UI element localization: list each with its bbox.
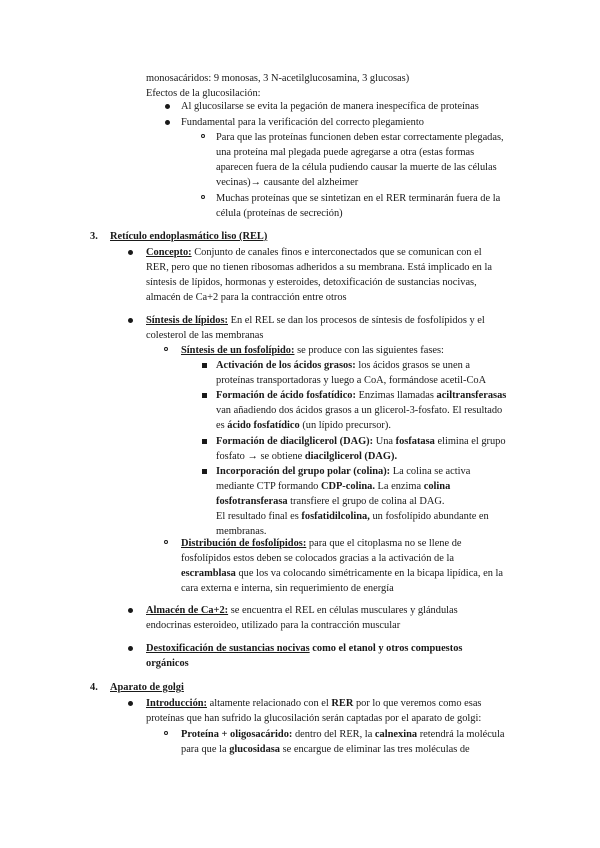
step-line: proteínas transportadoras y luego a CoA, formándose acetil-CoA xyxy=(216,375,487,386)
detox-line: orgánicos xyxy=(146,658,189,669)
enzyme-name: colina xyxy=(423,481,451,492)
enzyme-name: escramblasa xyxy=(181,568,236,579)
proteina-line xyxy=(181,742,470,757)
distribucion-label: Distribución de fosfolípidos: xyxy=(181,538,307,549)
bullet-dot xyxy=(128,646,133,651)
sintesis-line: colesterol de las membranas xyxy=(146,330,264,341)
distribucion-line: cara externa e interna, sin requerimiento de energía xyxy=(181,583,394,594)
almacen-line xyxy=(146,603,458,618)
step-line xyxy=(216,479,450,494)
effect-bullet-2: Fundamental para la verificación del correcto plegamiento xyxy=(181,117,424,128)
fosfolipido-line xyxy=(181,343,444,358)
organelle-name: RER xyxy=(331,698,354,709)
concepto-line: almacén de Ca+2 para la contracción entre otros xyxy=(146,292,347,303)
sub-line: Muchas proteínas que se sintetizan en el RER terminarán fuera de la xyxy=(216,193,501,204)
golgi-intro-line xyxy=(146,696,481,711)
bullet-square xyxy=(202,363,207,368)
distribucion-line: fosfolípidos estos deben se colocados gracias a la activación de la xyxy=(181,553,454,564)
step-line xyxy=(216,388,506,403)
bullet-square xyxy=(202,439,207,444)
detox-text: como el etanol y otros compuestos xyxy=(312,643,463,654)
intro-line: monosacáridos: 9 monosas, 3 N-acetilglucosamina, 3 glucosas) xyxy=(146,73,410,84)
step-label: Formación de ácido fosfatídico: xyxy=(216,390,356,401)
fosfolipido-text: se produce con las siguientes fases: xyxy=(297,345,444,356)
step-line xyxy=(216,434,506,449)
step-text: Una xyxy=(375,436,393,447)
bullet-dot xyxy=(165,120,170,125)
concepto-line: RER, pero que no tienen ribosomas adheridos a su membrana. Está implicado en la xyxy=(146,262,492,273)
enzyme-name: fosfatasa xyxy=(395,436,435,447)
bullet-dot xyxy=(128,701,133,706)
concepto-label: Concepto: xyxy=(146,247,192,258)
product-name: diacilglicerol (DAG). xyxy=(304,451,398,462)
concepto-line xyxy=(146,245,482,260)
protein-name: calnexina xyxy=(374,729,418,740)
sintesis-text: En el REL se dan los procesos de síntesis de fosfolípidos y el xyxy=(230,315,485,326)
effects-title: Efectos de la glucosilación: xyxy=(146,88,261,99)
detox-label: Destoxificación de sustancias nocivas xyxy=(146,643,310,654)
section-title: Retículo endoplasmático liso (REL) xyxy=(110,231,268,242)
section-number: 4. xyxy=(90,682,98,693)
step-text: es xyxy=(216,420,225,431)
step-text: El resultado final es xyxy=(216,511,299,522)
sub-line: Para que las proteínas funcionen deben estar correctamente plegadas, xyxy=(216,132,504,143)
product-name: fosfatidilcolina, xyxy=(301,511,370,522)
sub-line: vecinas)→ causante del alzheimer xyxy=(216,177,359,188)
detox-line xyxy=(146,641,462,656)
product-name: ácido fosfatídico xyxy=(227,420,300,431)
section-title: Aparato de golgi xyxy=(110,682,184,693)
golgi-intro-text: por lo que veremos como esas xyxy=(355,698,482,709)
concepto-text: Conjunto de canales finos e interconectados que se comunican con el xyxy=(194,247,482,258)
step-text: La colina se activa xyxy=(392,466,471,477)
fosfolipido-label: Síntesis de un fosfolípido: xyxy=(181,345,295,356)
sub-line: aparecen fuera de la célula pudiendo causar la muerte de las células xyxy=(216,162,497,173)
bullet-ring xyxy=(164,347,168,351)
step-line xyxy=(216,358,470,373)
golgi-intro-label: Introducción: xyxy=(146,698,208,709)
enzyme-name: aciltransferasas xyxy=(436,390,507,401)
distribucion-text: para que el citoplasma no se llene de xyxy=(308,538,462,549)
bullet-square xyxy=(202,393,207,398)
concepto-line: síntesis de lípidos, hormonas y esteroides, detoxificación de sustancias nocivas, xyxy=(146,277,477,288)
proteina-text: retendrá la molécula xyxy=(419,729,505,740)
bullet-ring xyxy=(164,540,168,544)
enzyme-name: glucosidasa xyxy=(229,744,280,755)
almacen-line: endocrinas esteroideo, utilizado para la contracción muscular xyxy=(146,620,401,631)
step-line xyxy=(216,509,489,524)
sub-line: célula (proteínas de secreción) xyxy=(216,208,343,219)
step-line xyxy=(216,418,391,433)
step-line xyxy=(216,449,397,464)
step-line xyxy=(216,464,470,479)
distribucion-text: que los va colocando simétricamente en la bicapa lipídica, en la xyxy=(238,568,504,579)
bullet-square xyxy=(202,469,207,474)
bullet-ring xyxy=(201,134,205,138)
effect-bullet-1: Al glucosilarse se evita la pegación de manera inespecífica de proteínas xyxy=(181,101,479,112)
sub-line: una proteína mal plegada puede agregarse a otra (estas formas xyxy=(216,147,475,158)
distribucion-line xyxy=(181,536,462,551)
enzyme-name: fosfotransferasa xyxy=(216,496,288,507)
proteina-label: Proteína + oligosacárido: xyxy=(181,729,293,740)
step-text: La enzima xyxy=(377,481,422,492)
step-text: Enzimas llamadas xyxy=(358,390,434,401)
step-text: fosfato → se obtiene xyxy=(216,451,303,462)
bullet-dot xyxy=(165,104,170,109)
step-text: transfiere el grupo de colina al DAG. xyxy=(290,496,445,507)
golgi-intro-text: altamente relacionado con el xyxy=(209,698,329,709)
step-line: van añadiendo dos ácidos grasos a un glicerol-3-fosfato. El resultado xyxy=(216,405,503,416)
step-line xyxy=(216,494,445,509)
step-text: elimina el grupo xyxy=(437,436,506,447)
product-name: CDP-colina. xyxy=(320,481,375,492)
step-text: los ácidos grasos se unen a xyxy=(358,360,470,371)
step-text: mediante CTP formando xyxy=(216,481,319,492)
distribucion-line xyxy=(181,566,503,581)
bullet-dot xyxy=(128,250,133,255)
almacen-label: Almacén de Ca+2: xyxy=(146,605,229,616)
step-text: (un lípido precursor). xyxy=(302,420,391,431)
proteina-text: dentro del RER, la xyxy=(294,729,373,740)
bullet-ring xyxy=(201,195,205,199)
step-label: Formación de diacilglicerol (DAG): xyxy=(216,436,374,447)
bullet-ring xyxy=(164,731,168,735)
almacen-text: se encuentra el REL en células musculares y glándulas xyxy=(230,605,458,616)
step-text: un fosfolípido abundante en xyxy=(372,511,489,522)
sintesis-line xyxy=(146,313,485,328)
proteina-text: para que la xyxy=(181,744,227,755)
step-line: membranas. xyxy=(216,526,267,537)
proteina-line xyxy=(181,727,505,742)
golgi-intro-line: proteínas que han sufrido la glucosilación serán captadas por el aparato de golgi: xyxy=(146,713,482,724)
section-number: 3. xyxy=(90,231,98,242)
step-label: Activación de los ácidos grasos: xyxy=(216,360,356,371)
proteina-text: se encargue de eliminar las tres moléculas de xyxy=(282,744,470,755)
step-label: Incorporación del grupo polar (colina): xyxy=(216,466,391,477)
bullet-dot xyxy=(128,318,133,323)
bullet-dot xyxy=(128,608,133,613)
sintesis-label: Síntesis de lípidos: xyxy=(146,315,228,326)
